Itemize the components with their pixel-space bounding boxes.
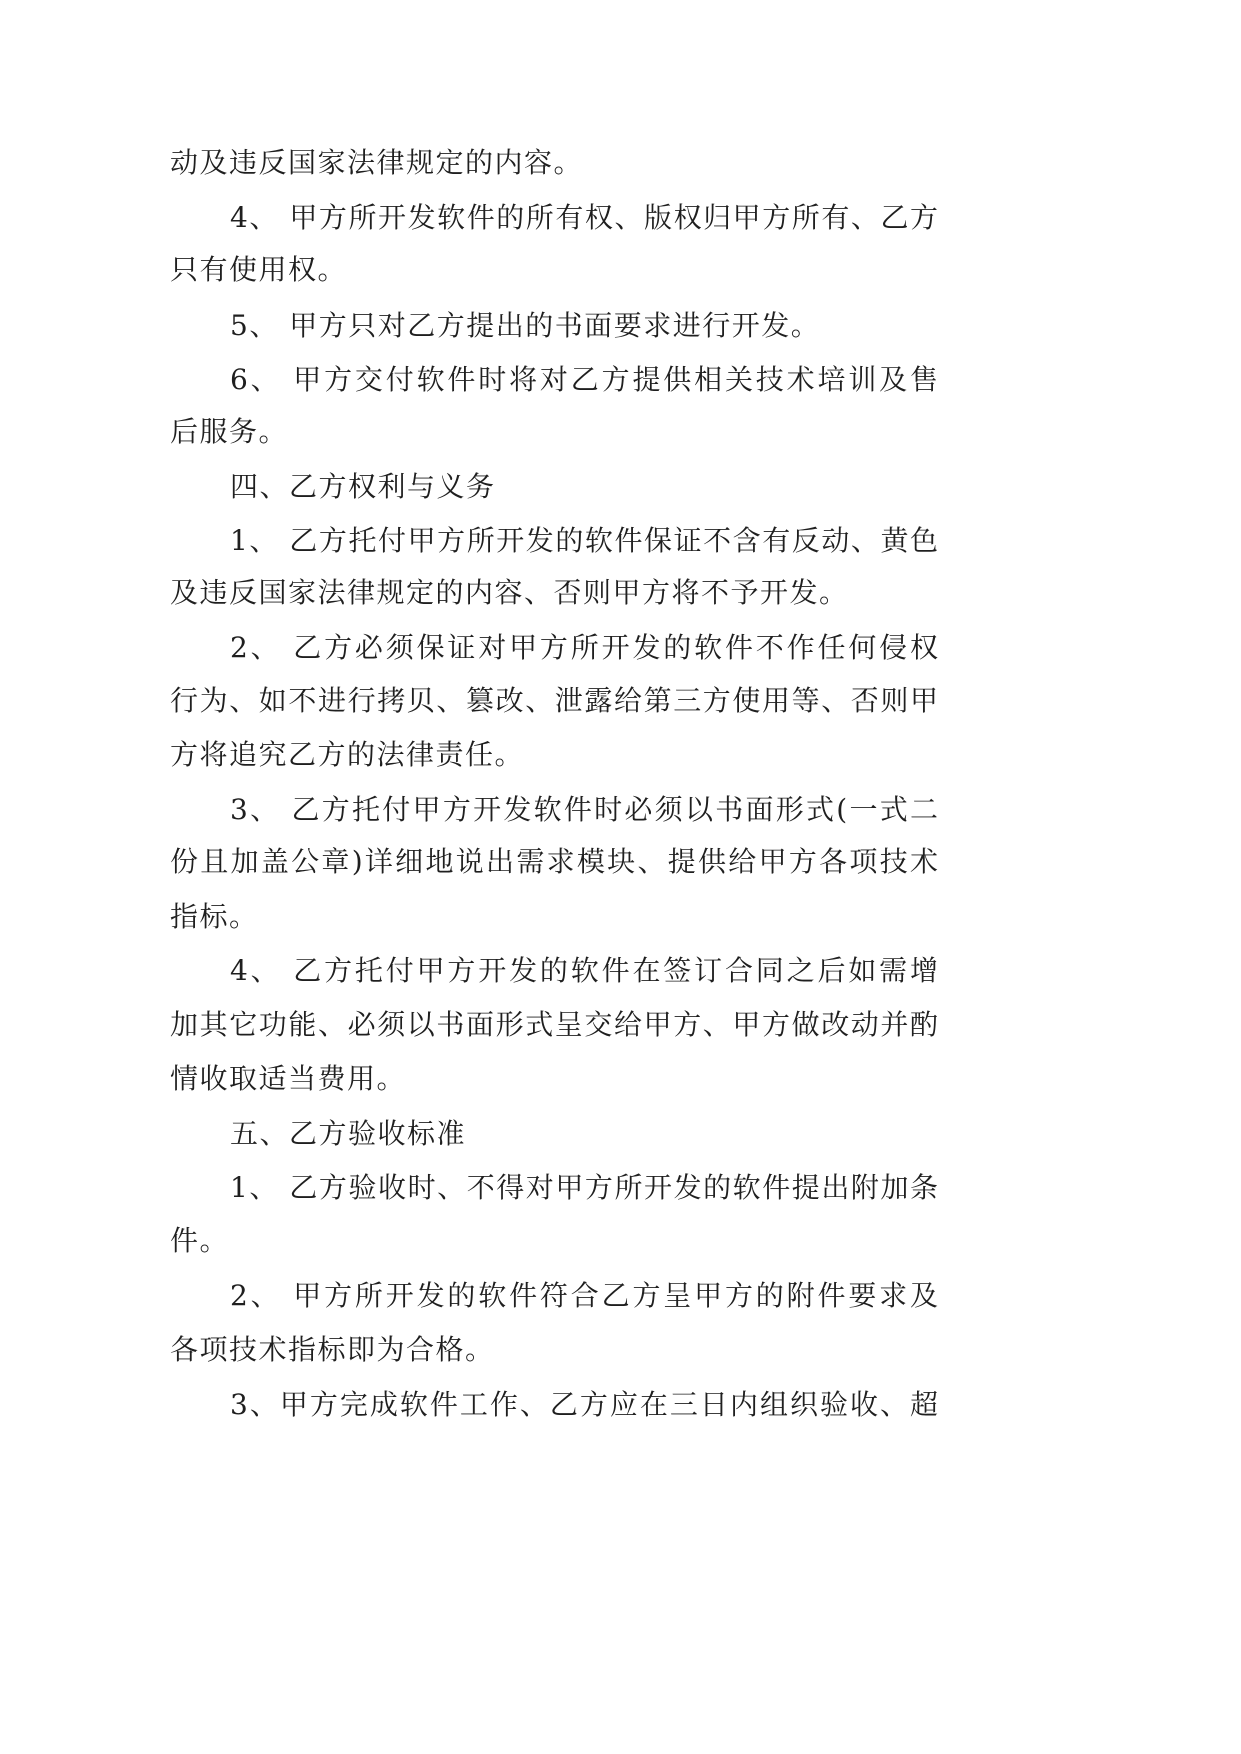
text-line: 只有使用权。 xyxy=(170,253,348,286)
section-heading-text: 五、乙方验收标准 xyxy=(230,1117,467,1150)
text-line: 指标。 xyxy=(170,900,259,933)
text-line: 方将追究乙方的法律责任。 xyxy=(170,738,525,771)
text-line: 1、 乙方验收时、不得对甲方所开发的软件提出附加条 xyxy=(230,1171,938,1204)
text-line: 加其它功能、必须以书面形式呈交给甲方、甲方做改动并酌 xyxy=(170,1008,938,1041)
text-line: 2、 甲方所开发的软件符合乙方呈甲方的附件要求及 xyxy=(230,1279,938,1312)
text-line: 6、 甲方交付软件时将对乙方提供相关技术培训及售 xyxy=(230,363,938,396)
text-line: 4、 甲方所开发软件的所有权、版权归甲方所有、乙方 xyxy=(230,201,938,234)
text-line: 3、甲方完成软件工作、乙方应在三日内组织验收、超 xyxy=(230,1388,938,1421)
text-line: 件。 xyxy=(170,1224,230,1257)
text-line: 4、 乙方托付甲方开发的软件在签订合同之后如需增 xyxy=(230,954,938,987)
text-line: 各项技术指标即为合格。 xyxy=(170,1333,495,1366)
text-line: 3、 乙方托付甲方开发软件时必须以书面形式(一式二 xyxy=(230,793,938,826)
text-line: 动及违反国家法律规定的内容。 xyxy=(170,146,584,179)
text-line: 2、 乙方必须保证对甲方所开发的软件不作任何侵权 xyxy=(230,631,938,664)
text-line: 份且加盖公章)详细地说出需求模块、提供给甲方各项技术 xyxy=(170,845,938,878)
text-line: 5、 甲方只对乙方提出的书面要求进行开发。 xyxy=(230,309,821,342)
section-heading-text: 四、乙方权利与义务 xyxy=(230,470,496,503)
text-line: 后服务。 xyxy=(170,415,289,448)
text-line: 及违反国家法律规定的内容、否则甲方将不予开发。 xyxy=(170,576,849,609)
text-line: 行为、如不进行拷贝、篡改、泄露给第三方使用等、否则甲 xyxy=(170,684,938,717)
text-line: 1、 乙方托付甲方所开发的软件保证不含有反动、黄色 xyxy=(230,524,938,557)
text-line: 情收取适当费用。 xyxy=(170,1062,407,1095)
